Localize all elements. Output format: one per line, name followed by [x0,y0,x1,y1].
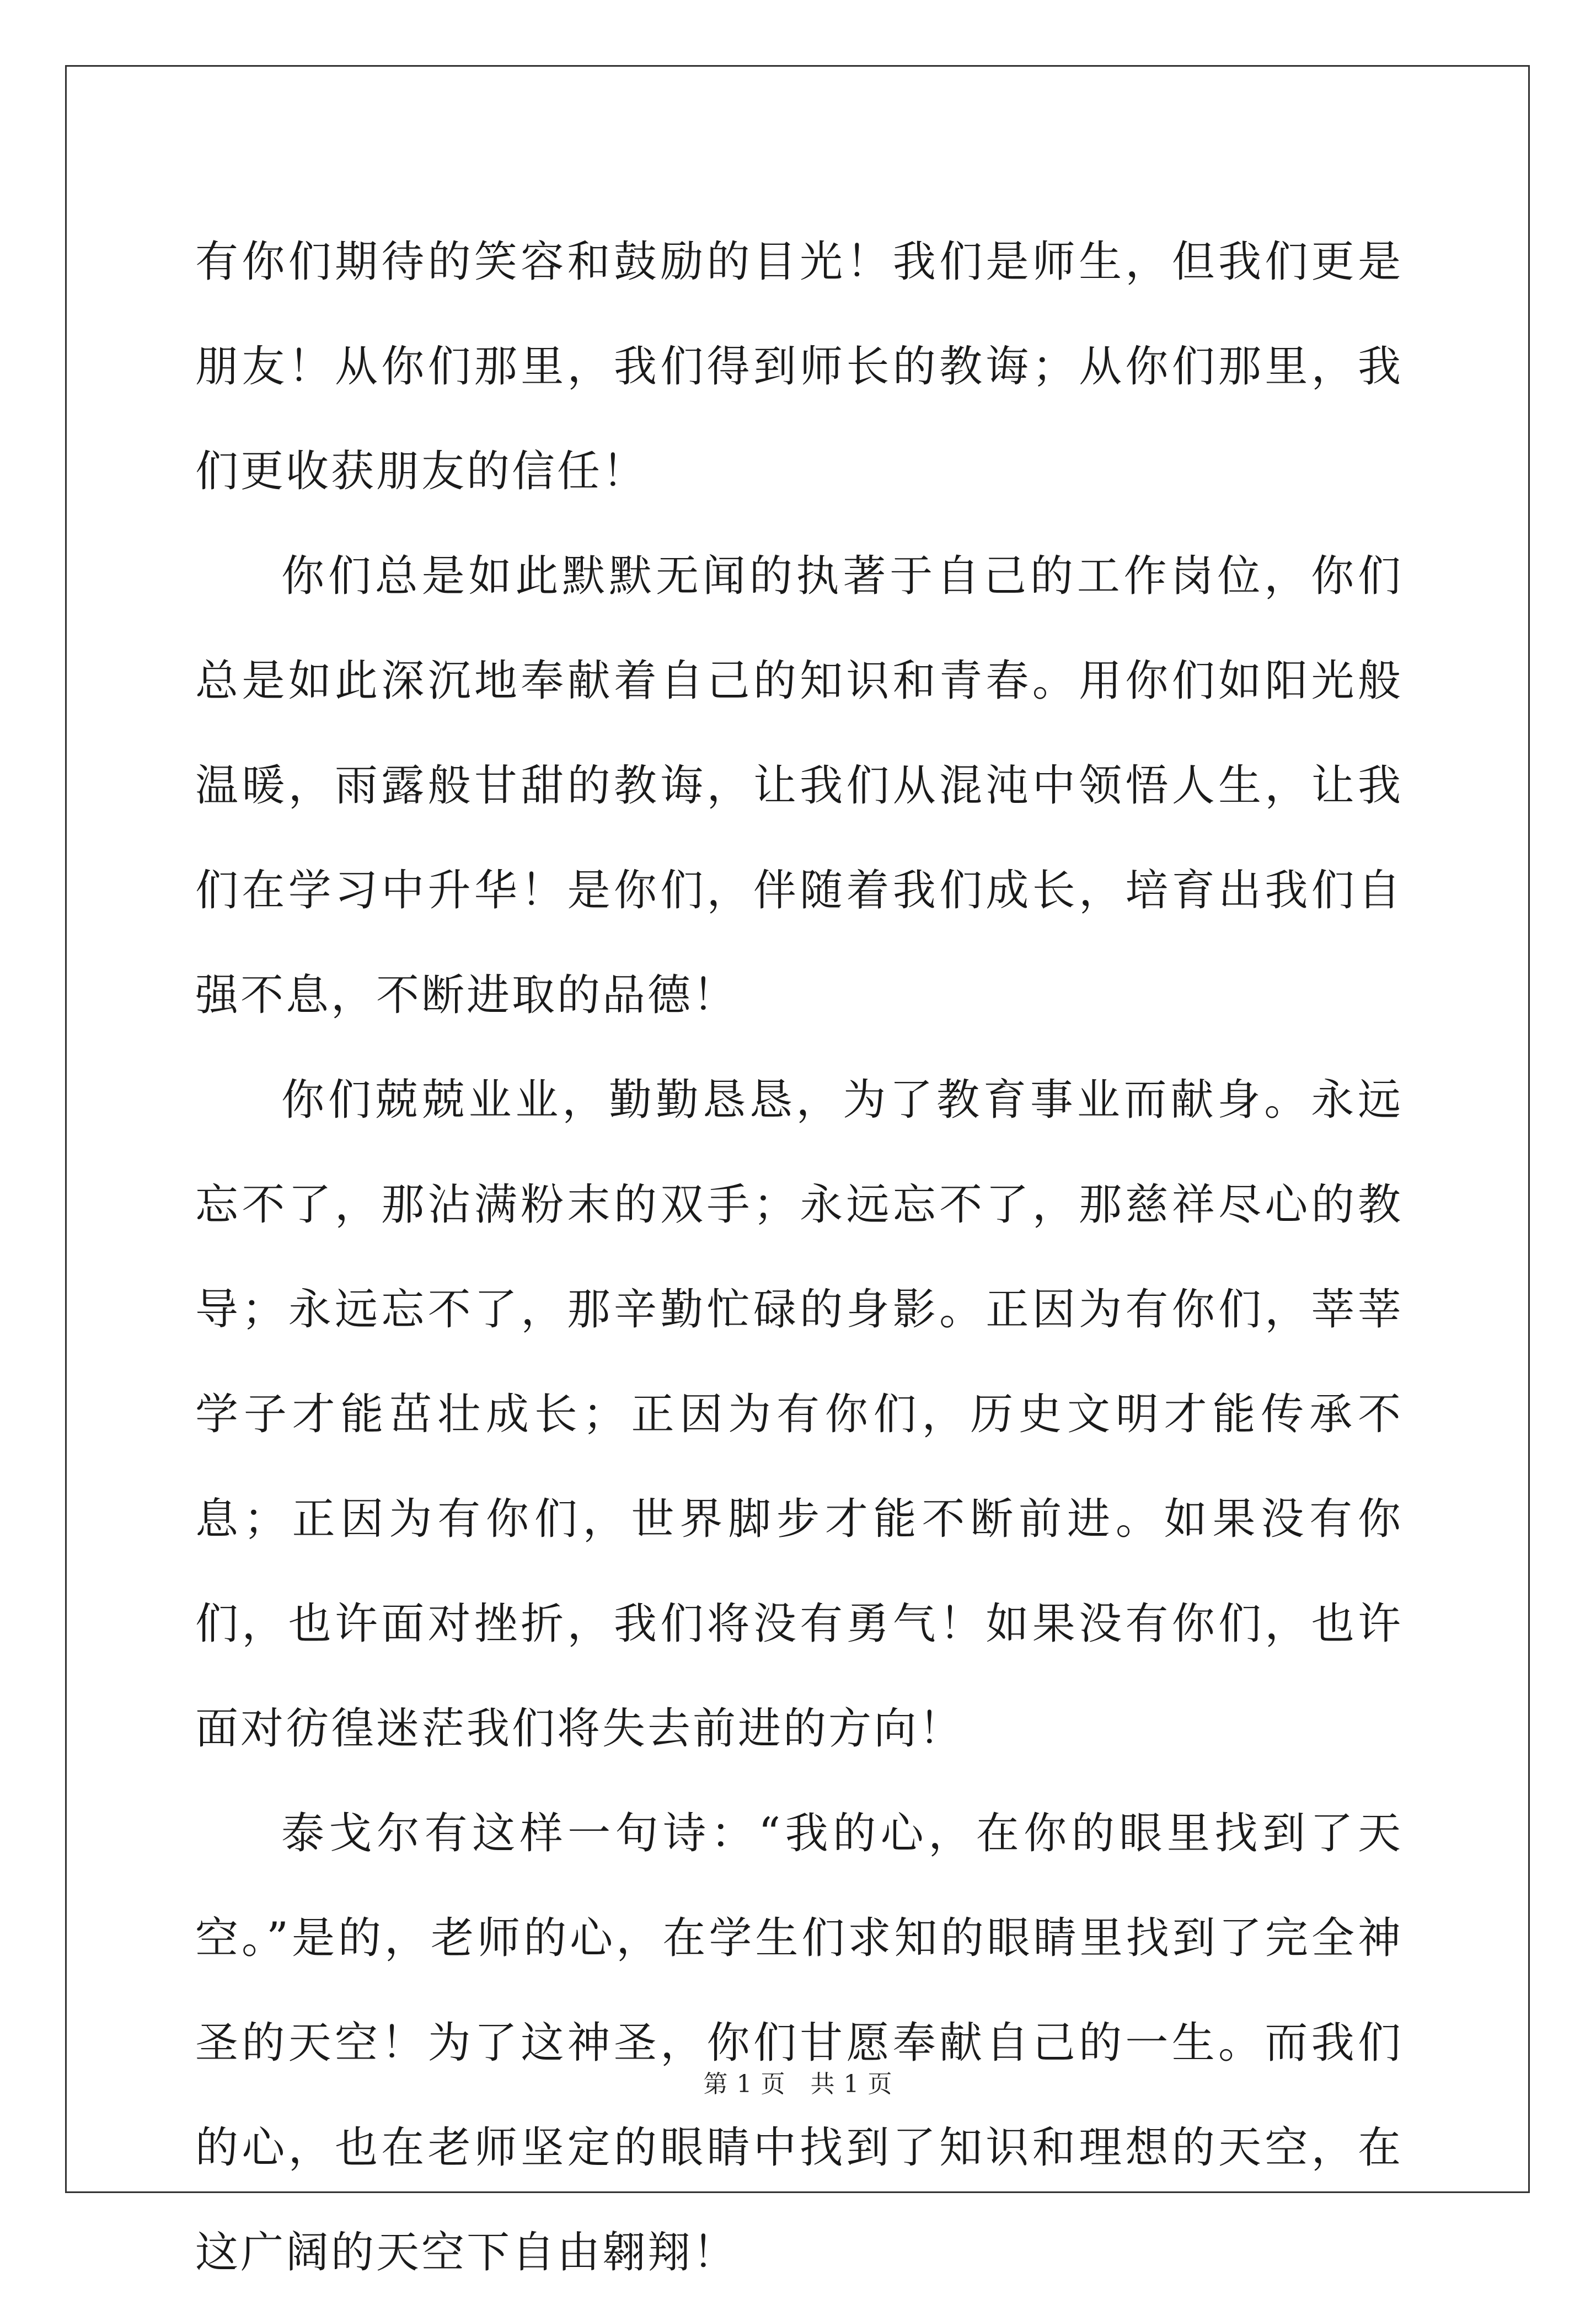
document-body [195,210,1403,2305]
paragraph-1: 有你们期待的笑容和鼓励的目光！我们是师生，但我们更是朋友！从你们那里，我们得到师长的教诲；从你们那里，我们更收获朋友的信任！ [195,237,1403,496]
paragraph-3: 你们兢兢业业，勤勤恳恳，为了教育事业而献身。永远忘不了，那沾满粉末的双手；永远忘不了，那慈祥尽心的教导；永远忘不了，那辛勤忙碌的身影。正因为有你们，莘莘学子才能茁壮成长；正因为有你们，历史文明才能传承不息；正因为有你们，世界脚步才能不断前进。如果没有你们，也许面对挫折，我们将没有勇气！如果没有你们，也许面对彷徨迷茫我们将失去前进的方向！ [195,1075,1403,1754]
page-footer [0,2068,1596,2101]
paragraph-4: 泰戈尔有这样一句诗：“我的心，在你的眼里找到了天空。”是的，老师的心，在学生们求知的眼睛里找到了完全神圣的天空！为了这神圣，你们甘愿奉献自己的一生。而我们的心，也在老师坚定的眼睛中找到了知识和理想的天空，在这广阔的天空下自由翱翔！ [195,1809,1403,2277]
page-total: 共 1 页 [810,2070,893,2098]
page-number: 第 1 页 [703,2070,786,2098]
paragraph-2: 你们总是如此默默无闻的执著于自己的工作岗位，你们总是如此深沉地奉献着自己的知识和青春。用你们如阳光般温暖，雨露般甘甜的教诲，让我们从混沌中领悟人生，让我们在学习中升华！是你们，伴随着我们成长，培育出我们自强不息，不断进取的品德！ [195,551,1403,1020]
